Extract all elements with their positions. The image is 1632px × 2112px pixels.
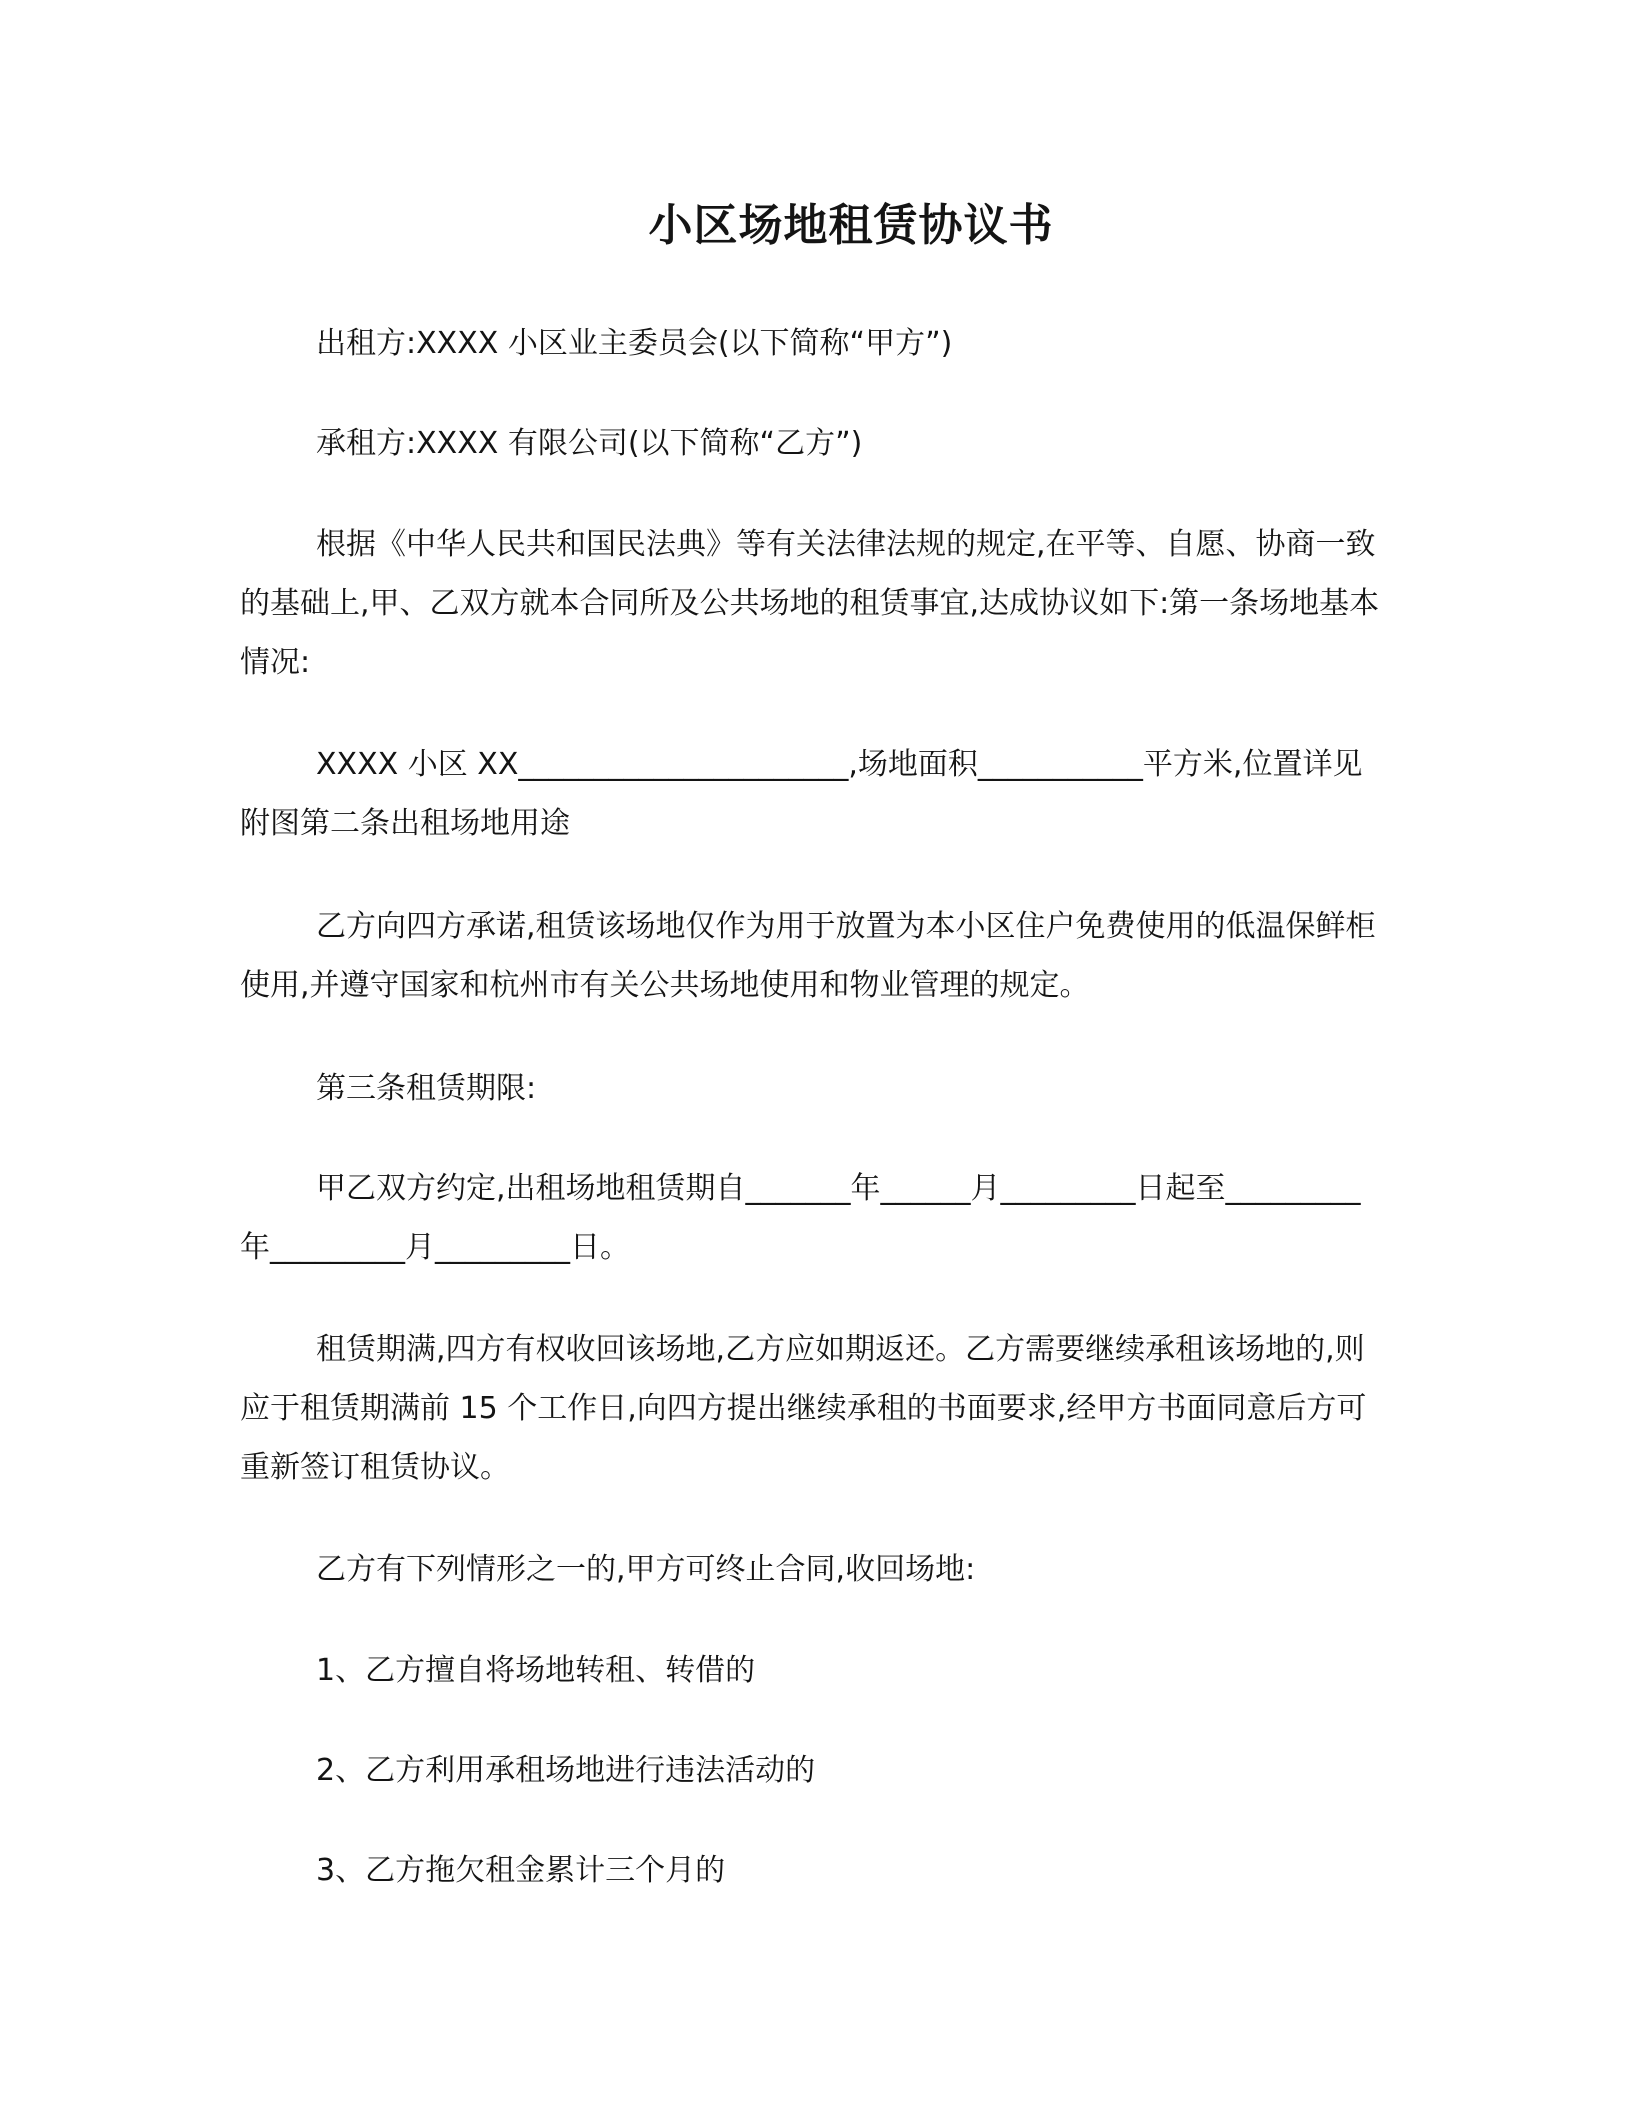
site-usage-paragraph: 乙方向四方承诺,租赁该场地仅作为用于放置为本小区住户免费使用的低温保鲜柜使用,并遵守国家和杭州市有关公共场地使用和物业管理的规定。: [240, 909, 1376, 1003]
termination-item-2: 2、乙方利用承租场地进行违法活动的: [316, 1753, 816, 1788]
lessor-line: 出租方:XXXX 小区业主委员会(以下简称“甲方”): [316, 326, 953, 361]
termination-item-3: 3、乙方拖欠租金累计三个月的: [316, 1853, 726, 1888]
lease-term-paragraph: 甲乙双方约定,出租场地租赁期自_______年______月_________日起至_________年_________月_________日。: [240, 1171, 1361, 1265]
termination-item-1: 1、乙方擅自将场地转租、转借的: [316, 1653, 756, 1688]
article-three-heading: 第三条租赁期限:: [316, 1071, 537, 1106]
site-info-paragraph: XXXX 小区 XX______________________,场地面积___________平方米,位置详见附图第二条出租场地用途: [240, 747, 1363, 841]
document-title: 小区场地租赁协议书: [648, 200, 1054, 251]
lessee-line: 承租方:XXXX 有限公司(以下简称“乙方”): [316, 426, 863, 461]
lease-expiry-paragraph: 租赁期满,四方有权收回该场地,乙方应如期返还。乙方需要继续承租该场地的,则应于租赁期满前 15 个工作日,向四方提出继续承租的书面要求,经甲方书面同意后方可重新签订租赁协议。: [240, 1332, 1367, 1485]
preamble-paragraph: 根据《中华人民共和国民法典》等有关法律法规的规定,在平等、自愿、协商一致的基础上,甲、乙双方就本合同所及公共场地的租赁事宜,达成协议如下:第一条场地基本情况:: [240, 527, 1380, 680]
termination-intro: 乙方有下列情形之一的,甲方可终止合同,收回场地:: [316, 1552, 976, 1587]
